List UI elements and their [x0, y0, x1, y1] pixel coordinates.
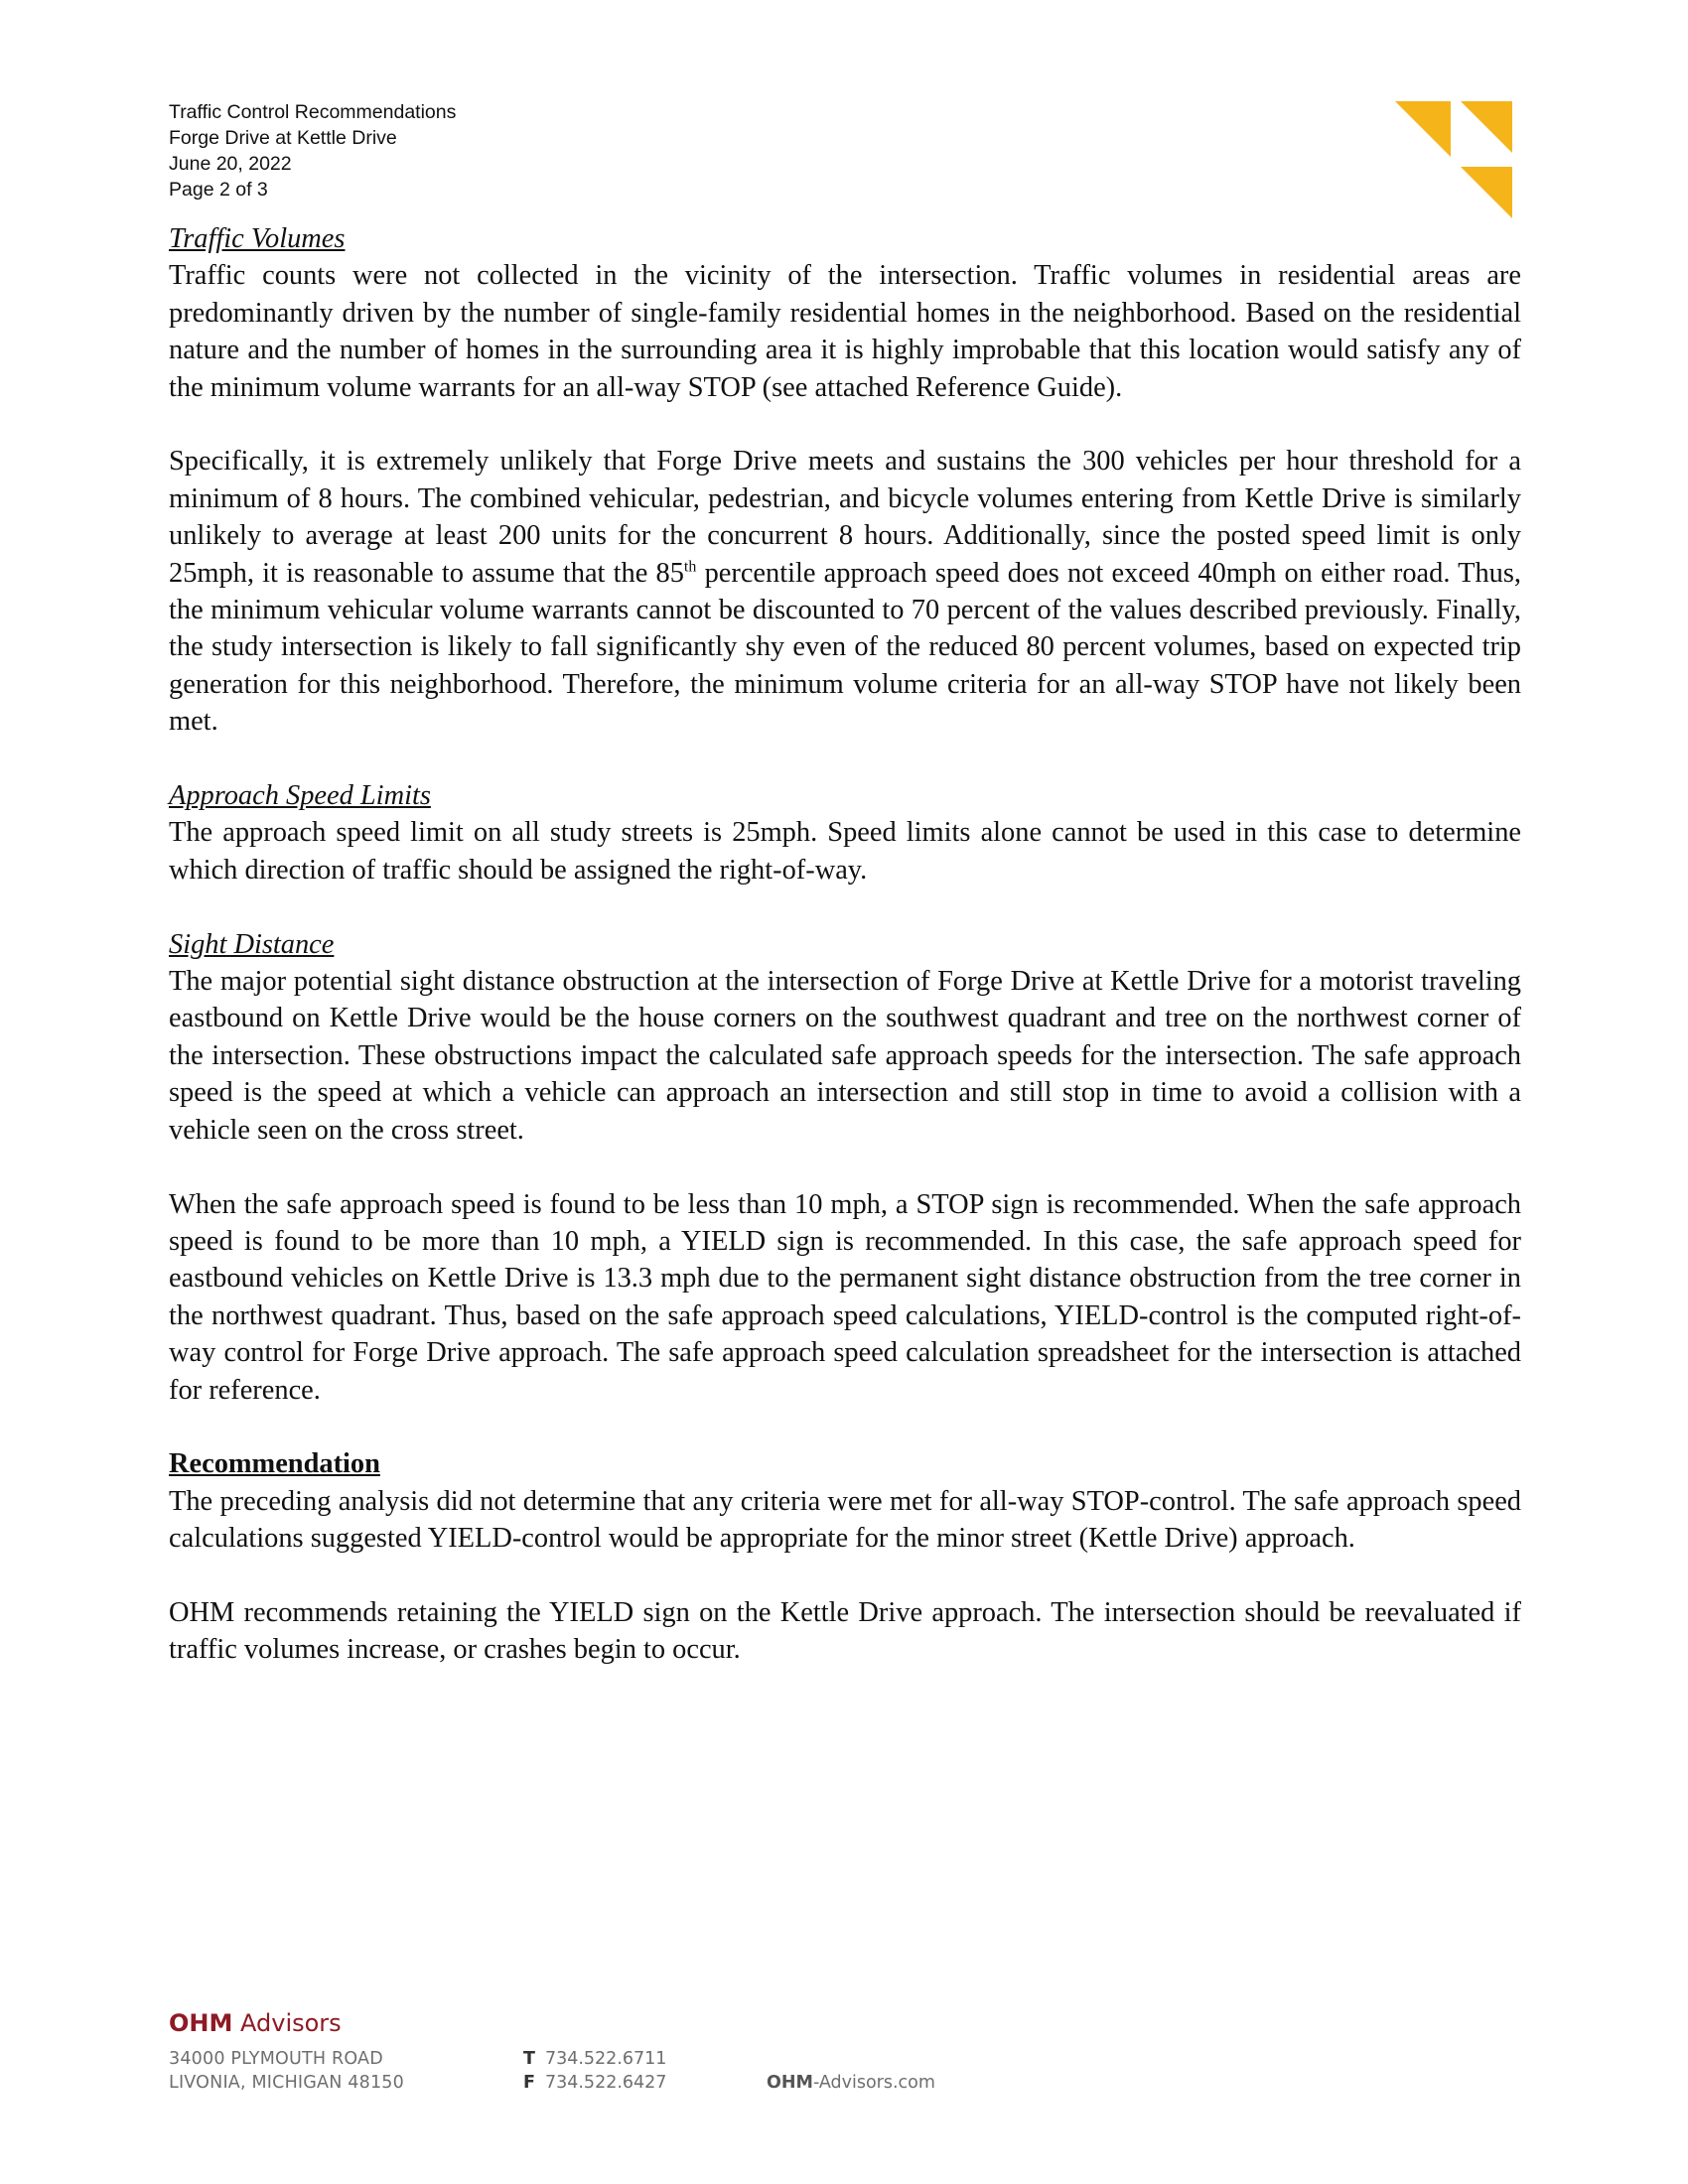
section-heading-sight-distance: Sight Distance	[169, 928, 335, 960]
section-heading-approach-speed-limits: Approach Speed Limits	[169, 780, 431, 812]
recommendation-paragraph-1: The preceding analysis did not determine that any criteria were met for all-way STOP-control. The safe approach speed calculations suggested YIELD-control would be appropriate for the minor street (Kettle Drive) approach.	[169, 1485, 1521, 1555]
ohm-logo-icon	[1395, 101, 1524, 230]
footer-brand-bold: OHM	[169, 2009, 233, 2037]
footer-brand	[169, 2009, 342, 2037]
footer-address-line-2: LIVONIA, MICHIGAN 48150	[169, 2073, 404, 2093]
footer-fax: 734.522.6427	[544, 2073, 667, 2093]
traffic-volumes-paragraph-2	[169, 443, 1521, 740]
traffic-volumes-paragraph-2-part-b: percentile approach speed does not exceed 40mph on either road. Thus, the minimum vehicular volume warrants cannot be discounted to 70 percent of the values described previously. Finally, the study intersection is likely to fall significantly shy even of the reduced 80 percent volumes, based on expected trip generation for this neighborhood. Therefore, the minimum volume criteria for an all-way STOP have not likely been met.	[169, 557, 1521, 738]
document-body	[169, 220, 1521, 1669]
footer-phone: 734.522.6711	[544, 2049, 667, 2069]
footer-brand-light: Advisors	[232, 2009, 342, 2037]
traffic-volumes-paragraph-2-part-a: Specifically, it is extremely unlikely that Forge Drive meets and sustains the 300 vehicles per hour threshold for a minimum of 8 hours. The combined vehicular, pedestrian, and bicycle volumes entering from Kettle Drive is similarly unlikely to average at least 200 units for the concurrent 8 hours. Additionally, since the posted speed limit is only 25mph, it is reasonable to assume that the 85	[169, 446, 1521, 589]
phone-label: T	[523, 2049, 535, 2069]
recommendation-paragraph-2: OHM recommends retaining the YIELD sign on the Kettle Drive approach. The intersection should be reevaluated if traffic volumes increase, or crashes begin to occur.	[169, 1596, 1521, 1666]
footer-website-link[interactable]	[767, 2071, 935, 2095]
header-page-number: Page 2 of 3	[169, 179, 268, 201]
header-title: Traffic Control Recommendations	[169, 101, 457, 123]
approach-speed-paragraph: The approach speed limit on all study streets is 25mph. Speed limits alone cannot be used in this case to determine which direction of traffic should be assigned the right-of-way.	[169, 817, 1521, 886]
header-date: June 20, 2022	[169, 153, 292, 175]
footer-address	[169, 2047, 404, 2095]
traffic-volumes-paragraph-1: Traffic counts were not collected in the vicinity of the intersection. Traffic volumes in residential areas are predominantly driven by the number of single-family residential homes in the neighborhood. Based on the residential nature and the number of homes in the surrounding area it is highly improbable that this location would satisfy any of the minimum volume warrants for an all-way STOP (see attached Reference Guide).	[169, 260, 1521, 403]
footer-address-line-1: 34000 PLYMOUTH ROAD	[169, 2049, 383, 2069]
superscript-th: th	[683, 558, 697, 576]
sight-distance-paragraph-1: The major potential sight distance obstruction at the intersection of Forge Drive at Kettle Drive for a motorist traveling eastbound on Kettle Drive would be the house corners on the southwest quadrant and tree on the northwest corner of the intersection. These obstructions impact the calculated safe approach speeds for the intersection. The safe approach speed is the speed at which a vehicle can approach an intersection and still stop in time to avoid a collision with a vehicle seen on the cross street.	[169, 966, 1521, 1146]
document-header	[169, 99, 456, 203]
document-footer	[169, 2009, 935, 2093]
sight-distance-paragraph-2: When the safe approach speed is found to be less than 10 mph, a STOP sign is recommended. When the safe approach speed is found to be more than 10 mph, a YIELD sign is recommended. In this case, the safe approach speed for eastbound vehicles on Kettle Drive is 13.3 mph due to the permanent sight distance obstruction from the tree corner in the northwest quadrant. Thus, based on the safe approach speed calculations, YIELD-control is the computed right-of-way control for Forge Drive approach. The safe approach speed calculation spreadsheet for the intersection is attached for reference.	[169, 1188, 1521, 1406]
section-heading-recommendation: Recommendation	[169, 1448, 380, 1480]
footer-web-rest: -Advisors.com	[812, 2073, 935, 2093]
header-location: Forge Drive at Kettle Drive	[169, 127, 397, 149]
fax-label: F	[523, 2073, 535, 2093]
footer-web-bold: OHM	[767, 2073, 813, 2093]
section-heading-traffic-volumes: Traffic Volumes	[169, 223, 346, 254]
footer-contact-numbers	[523, 2047, 666, 2095]
